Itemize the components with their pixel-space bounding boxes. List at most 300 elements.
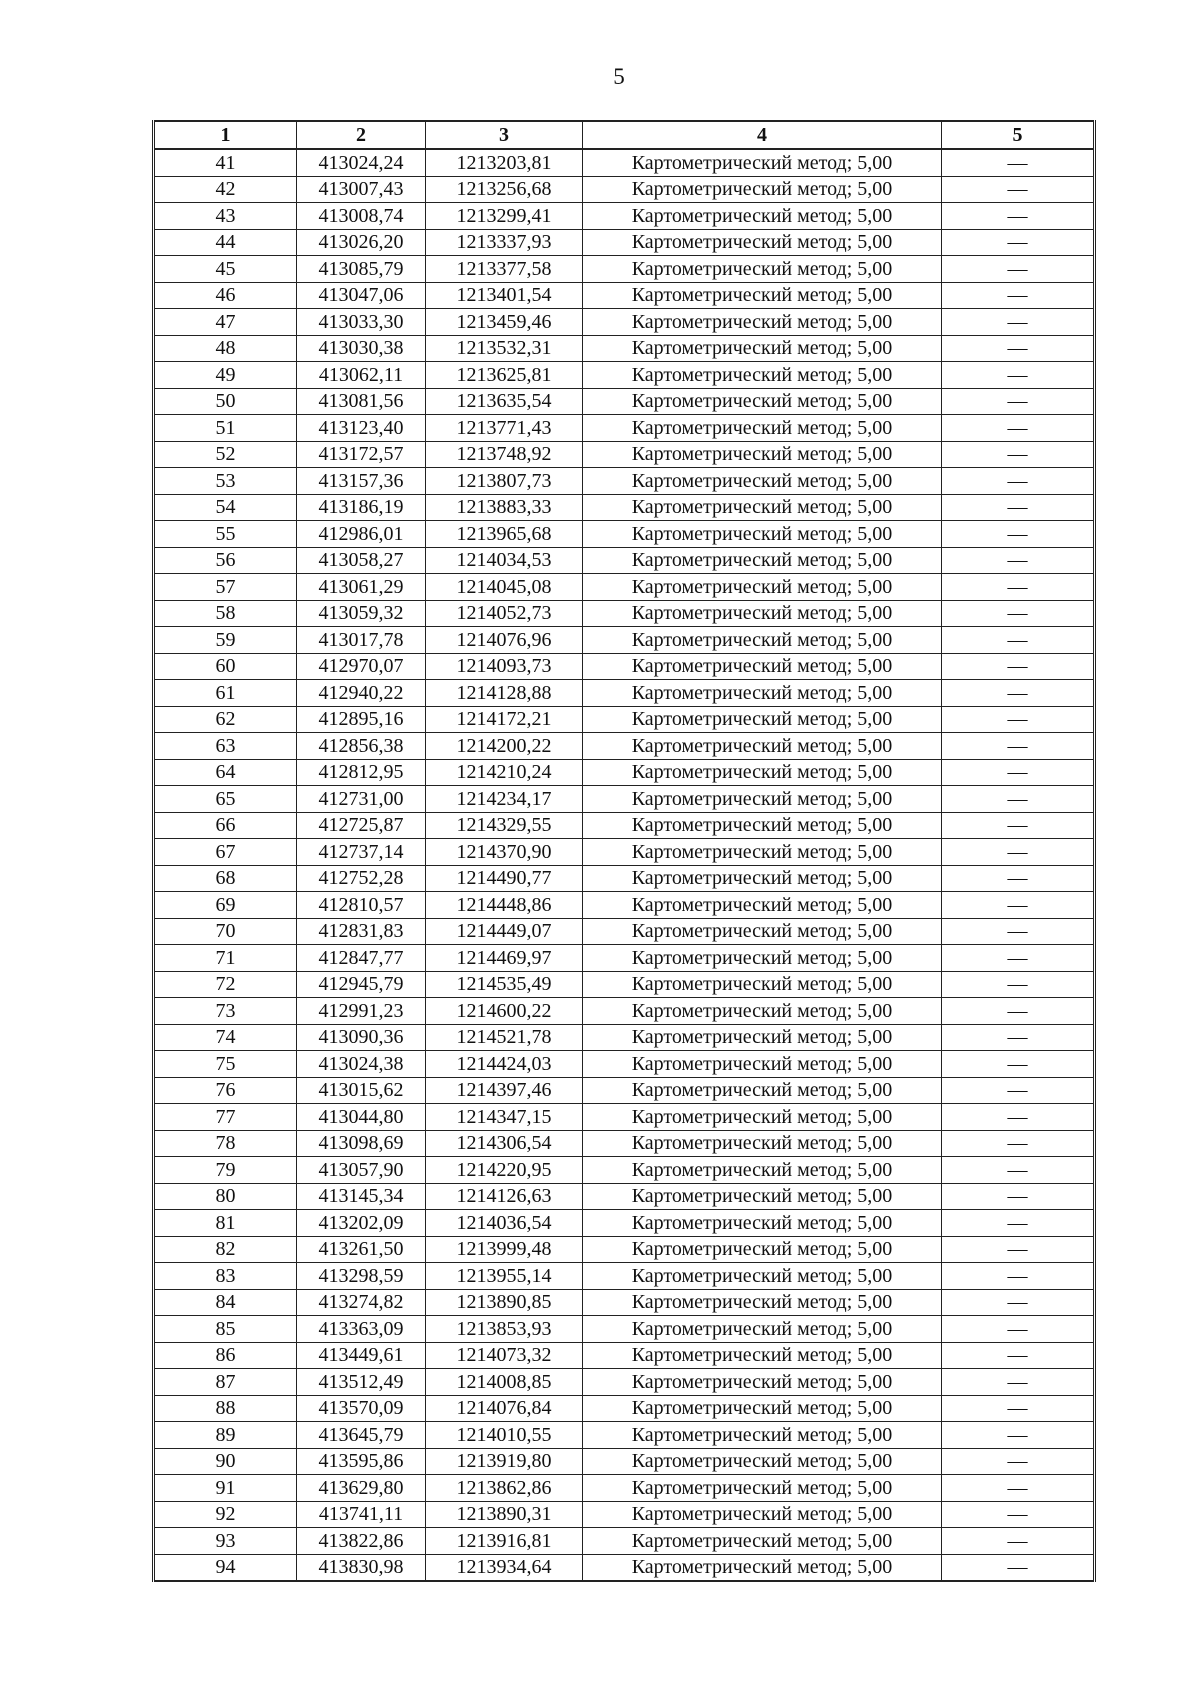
point-number-cell: 85 bbox=[154, 1316, 297, 1343]
note-cell: — bbox=[942, 653, 1095, 680]
point-number-cell: 55 bbox=[154, 521, 297, 548]
table-row bbox=[154, 1554, 1095, 1581]
coordinate-x-cell: 413363,09 bbox=[297, 1316, 426, 1343]
coordinate-x-cell: 413123,40 bbox=[297, 415, 426, 442]
point-number-cell: 58 bbox=[154, 600, 297, 627]
table-row bbox=[154, 839, 1095, 866]
coordinate-x-cell: 413015,62 bbox=[297, 1077, 426, 1104]
note-cell: — bbox=[942, 388, 1095, 415]
coordinate-x-cell: 413202,09 bbox=[297, 1210, 426, 1237]
point-number-cell: 52 bbox=[154, 441, 297, 468]
method-accuracy-cell: Картометрический метод; 5,00 bbox=[583, 574, 942, 601]
note-cell: — bbox=[942, 1104, 1095, 1131]
method-accuracy-cell: Картометрический метод; 5,00 bbox=[583, 627, 942, 654]
method-accuracy-cell: Картометрический метод; 5,00 bbox=[583, 998, 942, 1025]
point-number-cell: 59 bbox=[154, 627, 297, 654]
note-cell: — bbox=[942, 547, 1095, 574]
coordinate-x-cell: 413570,09 bbox=[297, 1395, 426, 1422]
point-number-cell: 81 bbox=[154, 1210, 297, 1237]
coordinate-y-cell: 1214034,53 bbox=[426, 547, 583, 574]
table-row bbox=[154, 1210, 1095, 1237]
header-col-1: 1 bbox=[154, 121, 297, 149]
method-accuracy-cell: Картометрический метод; 5,00 bbox=[583, 812, 942, 839]
coordinate-x-cell: 413186,19 bbox=[297, 494, 426, 521]
coordinate-x-cell: 413261,50 bbox=[297, 1236, 426, 1263]
coordinate-y-cell: 1213890,31 bbox=[426, 1501, 583, 1528]
coordinate-x-cell: 412945,79 bbox=[297, 971, 426, 998]
note-cell: — bbox=[942, 759, 1095, 786]
note-cell: — bbox=[942, 1395, 1095, 1422]
coordinate-x-cell: 413098,69 bbox=[297, 1130, 426, 1157]
table-row bbox=[154, 865, 1095, 892]
point-number-cell: 70 bbox=[154, 918, 297, 945]
note-cell: — bbox=[942, 256, 1095, 283]
method-accuracy-cell: Картометрический метод; 5,00 bbox=[583, 1183, 942, 1210]
point-number-cell: 91 bbox=[154, 1475, 297, 1502]
table-row bbox=[154, 1448, 1095, 1475]
table-row bbox=[154, 680, 1095, 707]
coordinate-x-cell: 412731,00 bbox=[297, 786, 426, 813]
coordinate-y-cell: 1214093,73 bbox=[426, 653, 583, 680]
coordinate-x-cell: 413645,79 bbox=[297, 1422, 426, 1449]
point-number-cell: 88 bbox=[154, 1395, 297, 1422]
point-number-cell: 65 bbox=[154, 786, 297, 813]
method-accuracy-cell: Картометрический метод; 5,00 bbox=[583, 1289, 942, 1316]
point-number-cell: 69 bbox=[154, 892, 297, 919]
coordinate-y-cell: 1213916,81 bbox=[426, 1528, 583, 1555]
coordinate-y-cell: 1213807,73 bbox=[426, 468, 583, 495]
table-row bbox=[154, 256, 1095, 283]
table-row bbox=[154, 1422, 1095, 1449]
point-number-cell: 61 bbox=[154, 680, 297, 707]
point-number-cell: 54 bbox=[154, 494, 297, 521]
table-row bbox=[154, 759, 1095, 786]
coordinates-table bbox=[152, 120, 1096, 1582]
header-col-3: 3 bbox=[426, 121, 583, 149]
coordinate-y-cell: 1214076,84 bbox=[426, 1395, 583, 1422]
method-accuracy-cell: Картометрический метод; 5,00 bbox=[583, 1448, 942, 1475]
coordinate-x-cell: 413058,27 bbox=[297, 547, 426, 574]
table-row bbox=[154, 1077, 1095, 1104]
method-accuracy-cell: Картометрический метод; 5,00 bbox=[583, 1051, 942, 1078]
point-number-cell: 45 bbox=[154, 256, 297, 283]
table-row bbox=[154, 1342, 1095, 1369]
coordinate-x-cell: 413024,38 bbox=[297, 1051, 426, 1078]
coordinate-y-cell: 1213853,93 bbox=[426, 1316, 583, 1343]
point-number-cell: 89 bbox=[154, 1422, 297, 1449]
method-accuracy-cell: Картометрический метод; 5,00 bbox=[583, 229, 942, 256]
point-number-cell: 47 bbox=[154, 309, 297, 336]
table-row bbox=[154, 812, 1095, 839]
point-number-cell: 87 bbox=[154, 1369, 297, 1396]
note-cell: — bbox=[942, 1528, 1095, 1555]
table-row bbox=[154, 1395, 1095, 1422]
method-accuracy-cell: Картометрический метод; 5,00 bbox=[583, 918, 942, 945]
point-number-cell: 62 bbox=[154, 706, 297, 733]
coordinate-y-cell: 1214052,73 bbox=[426, 600, 583, 627]
coordinate-x-cell: 413059,32 bbox=[297, 600, 426, 627]
coordinate-y-cell: 1214234,17 bbox=[426, 786, 583, 813]
table-row bbox=[154, 176, 1095, 203]
method-accuracy-cell: Картометрический метод; 5,00 bbox=[583, 839, 942, 866]
coordinate-y-cell: 1213999,48 bbox=[426, 1236, 583, 1263]
coordinate-y-cell: 1213299,41 bbox=[426, 203, 583, 230]
coordinate-x-cell: 413062,11 bbox=[297, 362, 426, 389]
method-accuracy-cell: Картометрический метод; 5,00 bbox=[583, 1342, 942, 1369]
coordinate-y-cell: 1213934,64 bbox=[426, 1554, 583, 1581]
method-accuracy-cell: Картометрический метод; 5,00 bbox=[583, 786, 942, 813]
coordinate-x-cell: 413090,36 bbox=[297, 1024, 426, 1051]
note-cell: — bbox=[942, 1263, 1095, 1290]
method-accuracy-cell: Картометрический метод; 5,00 bbox=[583, 865, 942, 892]
method-accuracy-cell: Картометрический метод; 5,00 bbox=[583, 1316, 942, 1343]
note-cell: — bbox=[942, 494, 1095, 521]
table-row bbox=[154, 494, 1095, 521]
coordinate-y-cell: 1213625,81 bbox=[426, 362, 583, 389]
note-cell: — bbox=[942, 1024, 1095, 1051]
table-row bbox=[154, 203, 1095, 230]
note-cell: — bbox=[942, 1183, 1095, 1210]
coordinate-x-cell: 413822,86 bbox=[297, 1528, 426, 1555]
table-row bbox=[154, 282, 1095, 309]
method-accuracy-cell: Картометрический метод; 5,00 bbox=[583, 1130, 942, 1157]
note-cell: — bbox=[942, 1369, 1095, 1396]
note-cell: — bbox=[942, 786, 1095, 813]
note-cell: — bbox=[942, 468, 1095, 495]
coordinate-y-cell: 1213377,58 bbox=[426, 256, 583, 283]
note-cell: — bbox=[942, 971, 1095, 998]
coordinate-x-cell: 413033,30 bbox=[297, 309, 426, 336]
method-accuracy-cell: Картометрический метод; 5,00 bbox=[583, 149, 942, 176]
coordinate-x-cell: 412991,23 bbox=[297, 998, 426, 1025]
table-row bbox=[154, 468, 1095, 495]
coordinate-x-cell: 413017,78 bbox=[297, 627, 426, 654]
table-row bbox=[154, 1475, 1095, 1502]
point-number-cell: 46 bbox=[154, 282, 297, 309]
coordinate-y-cell: 1214469,97 bbox=[426, 945, 583, 972]
point-number-cell: 56 bbox=[154, 547, 297, 574]
table-header-row bbox=[154, 121, 1095, 149]
coordinate-x-cell: 413047,06 bbox=[297, 282, 426, 309]
table-row bbox=[154, 706, 1095, 733]
table-row bbox=[154, 388, 1095, 415]
point-number-cell: 83 bbox=[154, 1263, 297, 1290]
point-number-cell: 94 bbox=[154, 1554, 297, 1581]
coordinate-y-cell: 1214045,08 bbox=[426, 574, 583, 601]
table-row bbox=[154, 1183, 1095, 1210]
point-number-cell: 74 bbox=[154, 1024, 297, 1051]
table-row bbox=[154, 574, 1095, 601]
coordinate-y-cell: 1214010,55 bbox=[426, 1422, 583, 1449]
table-row bbox=[154, 733, 1095, 760]
header-col-2: 2 bbox=[297, 121, 426, 149]
coordinate-y-cell: 1213337,93 bbox=[426, 229, 583, 256]
method-accuracy-cell: Картометрический метод; 5,00 bbox=[583, 1528, 942, 1555]
note-cell: — bbox=[942, 600, 1095, 627]
point-number-cell: 75 bbox=[154, 1051, 297, 1078]
coordinate-y-cell: 1214073,32 bbox=[426, 1342, 583, 1369]
method-accuracy-cell: Картометрический метод; 5,00 bbox=[583, 176, 942, 203]
header-col-5: 5 bbox=[942, 121, 1095, 149]
header-col-4: 4 bbox=[583, 121, 942, 149]
note-cell: — bbox=[942, 415, 1095, 442]
method-accuracy-cell: Картометрический метод; 5,00 bbox=[583, 653, 942, 680]
table-row bbox=[154, 547, 1095, 574]
note-cell: — bbox=[942, 1289, 1095, 1316]
point-number-cell: 72 bbox=[154, 971, 297, 998]
note-cell: — bbox=[942, 892, 1095, 919]
coordinate-y-cell: 1213955,14 bbox=[426, 1263, 583, 1290]
coordinate-y-cell: 1214347,15 bbox=[426, 1104, 583, 1131]
method-accuracy-cell: Картометрический метод; 5,00 bbox=[583, 1210, 942, 1237]
note-cell: — bbox=[942, 839, 1095, 866]
coordinate-x-cell: 413044,80 bbox=[297, 1104, 426, 1131]
table-row bbox=[154, 786, 1095, 813]
method-accuracy-cell: Картометрический метод; 5,00 bbox=[583, 494, 942, 521]
coordinate-y-cell: 1214128,88 bbox=[426, 680, 583, 707]
point-number-cell: 82 bbox=[154, 1236, 297, 1263]
point-number-cell: 78 bbox=[154, 1130, 297, 1157]
coordinate-x-cell: 413830,98 bbox=[297, 1554, 426, 1581]
coordinate-y-cell: 1213203,81 bbox=[426, 149, 583, 176]
method-accuracy-cell: Картометрический метод; 5,00 bbox=[583, 1422, 942, 1449]
table-row bbox=[154, 415, 1095, 442]
note-cell: — bbox=[942, 521, 1095, 548]
note-cell: — bbox=[942, 1475, 1095, 1502]
coordinate-x-cell: 413026,20 bbox=[297, 229, 426, 256]
coordinate-x-cell: 413298,59 bbox=[297, 1263, 426, 1290]
coordinate-x-cell: 413085,79 bbox=[297, 256, 426, 283]
table-row bbox=[154, 441, 1095, 468]
coordinate-y-cell: 1214126,63 bbox=[426, 1183, 583, 1210]
coordinate-y-cell: 1214448,86 bbox=[426, 892, 583, 919]
note-cell: — bbox=[942, 229, 1095, 256]
method-accuracy-cell: Картометрический метод; 5,00 bbox=[583, 971, 942, 998]
method-accuracy-cell: Картометрический метод; 5,00 bbox=[583, 282, 942, 309]
coordinate-y-cell: 1213771,43 bbox=[426, 415, 583, 442]
table-row bbox=[154, 149, 1095, 176]
note-cell: — bbox=[942, 1051, 1095, 1078]
table-body bbox=[154, 149, 1095, 1581]
table-row bbox=[154, 1236, 1095, 1263]
method-accuracy-cell: Картометрический метод; 5,00 bbox=[583, 1475, 942, 1502]
table-row bbox=[154, 1157, 1095, 1184]
method-accuracy-cell: Картометрический метод; 5,00 bbox=[583, 441, 942, 468]
point-number-cell: 76 bbox=[154, 1077, 297, 1104]
coordinate-y-cell: 1213635,54 bbox=[426, 388, 583, 415]
coordinate-y-cell: 1213401,54 bbox=[426, 282, 583, 309]
point-number-cell: 48 bbox=[154, 335, 297, 362]
table-row bbox=[154, 627, 1095, 654]
method-accuracy-cell: Картометрический метод; 5,00 bbox=[583, 1157, 942, 1184]
method-accuracy-cell: Картометрический метод; 5,00 bbox=[583, 256, 942, 283]
coordinate-y-cell: 1214535,49 bbox=[426, 971, 583, 998]
coordinate-x-cell: 413061,29 bbox=[297, 574, 426, 601]
table-row bbox=[154, 229, 1095, 256]
coordinate-x-cell: 412986,01 bbox=[297, 521, 426, 548]
note-cell: — bbox=[942, 1448, 1095, 1475]
coordinate-y-cell: 1214424,03 bbox=[426, 1051, 583, 1078]
coordinate-y-cell: 1214397,46 bbox=[426, 1077, 583, 1104]
coordinate-x-cell: 412725,87 bbox=[297, 812, 426, 839]
coordinate-x-cell: 412895,16 bbox=[297, 706, 426, 733]
coordinate-x-cell: 413512,49 bbox=[297, 1369, 426, 1396]
coordinate-y-cell: 1214329,55 bbox=[426, 812, 583, 839]
point-number-cell: 53 bbox=[154, 468, 297, 495]
point-number-cell: 60 bbox=[154, 653, 297, 680]
point-number-cell: 67 bbox=[154, 839, 297, 866]
point-number-cell: 42 bbox=[154, 176, 297, 203]
coordinate-y-cell: 1214600,22 bbox=[426, 998, 583, 1025]
method-accuracy-cell: Картометрический метод; 5,00 bbox=[583, 1024, 942, 1051]
method-accuracy-cell: Картометрический метод; 5,00 bbox=[583, 1554, 942, 1581]
method-accuracy-cell: Картометрический метод; 5,00 bbox=[583, 1263, 942, 1290]
note-cell: — bbox=[942, 1342, 1095, 1369]
point-number-cell: 84 bbox=[154, 1289, 297, 1316]
method-accuracy-cell: Картометрический метод; 5,00 bbox=[583, 335, 942, 362]
note-cell: — bbox=[942, 998, 1095, 1025]
point-number-cell: 92 bbox=[154, 1501, 297, 1528]
method-accuracy-cell: Картометрический метод; 5,00 bbox=[583, 415, 942, 442]
point-number-cell: 80 bbox=[154, 1183, 297, 1210]
table-row bbox=[154, 1369, 1095, 1396]
note-cell: — bbox=[942, 335, 1095, 362]
coordinate-y-cell: 1213459,46 bbox=[426, 309, 583, 336]
coordinate-y-cell: 1214076,96 bbox=[426, 627, 583, 654]
point-number-cell: 64 bbox=[154, 759, 297, 786]
note-cell: — bbox=[942, 176, 1095, 203]
point-number-cell: 41 bbox=[154, 149, 297, 176]
table-row bbox=[154, 1024, 1095, 1051]
note-cell: — bbox=[942, 918, 1095, 945]
coordinate-y-cell: 1214449,07 bbox=[426, 918, 583, 945]
coordinate-x-cell: 413024,24 bbox=[297, 149, 426, 176]
note-cell: — bbox=[942, 1554, 1095, 1581]
coordinate-y-cell: 1214490,77 bbox=[426, 865, 583, 892]
method-accuracy-cell: Картометрический метод; 5,00 bbox=[583, 1104, 942, 1131]
coordinate-y-cell: 1214172,21 bbox=[426, 706, 583, 733]
table-row bbox=[154, 1289, 1095, 1316]
method-accuracy-cell: Картометрический метод; 5,00 bbox=[583, 1395, 942, 1422]
coordinate-x-cell: 412752,28 bbox=[297, 865, 426, 892]
coordinate-y-cell: 1213532,31 bbox=[426, 335, 583, 362]
method-accuracy-cell: Картометрический метод; 5,00 bbox=[583, 1077, 942, 1104]
coordinate-y-cell: 1214370,90 bbox=[426, 839, 583, 866]
coordinate-x-cell: 413007,43 bbox=[297, 176, 426, 203]
coordinate-x-cell: 413595,86 bbox=[297, 1448, 426, 1475]
coordinate-x-cell: 413081,56 bbox=[297, 388, 426, 415]
coordinate-x-cell: 413157,36 bbox=[297, 468, 426, 495]
method-accuracy-cell: Картометрический метод; 5,00 bbox=[583, 892, 942, 919]
table-row bbox=[154, 600, 1095, 627]
coordinate-x-cell: 412940,22 bbox=[297, 680, 426, 707]
coordinate-x-cell: 413629,80 bbox=[297, 1475, 426, 1502]
table-row bbox=[154, 1104, 1095, 1131]
method-accuracy-cell: Картометрический метод; 5,00 bbox=[583, 309, 942, 336]
point-number-cell: 43 bbox=[154, 203, 297, 230]
point-number-cell: 57 bbox=[154, 574, 297, 601]
method-accuracy-cell: Картометрический метод; 5,00 bbox=[583, 521, 942, 548]
method-accuracy-cell: Картометрический метод; 5,00 bbox=[583, 1369, 942, 1396]
note-cell: — bbox=[942, 1422, 1095, 1449]
table-row bbox=[154, 998, 1095, 1025]
table-row bbox=[154, 653, 1095, 680]
coordinate-y-cell: 1214008,85 bbox=[426, 1369, 583, 1396]
coordinate-x-cell: 413449,61 bbox=[297, 1342, 426, 1369]
note-cell: — bbox=[942, 149, 1095, 176]
coordinate-y-cell: 1214210,24 bbox=[426, 759, 583, 786]
coordinate-x-cell: 413172,57 bbox=[297, 441, 426, 468]
coordinate-x-cell: 413145,34 bbox=[297, 1183, 426, 1210]
method-accuracy-cell: Картометрический метод; 5,00 bbox=[583, 468, 942, 495]
coordinate-x-cell: 412737,14 bbox=[297, 839, 426, 866]
method-accuracy-cell: Картометрический метод; 5,00 bbox=[583, 1236, 942, 1263]
note-cell: — bbox=[942, 309, 1095, 336]
coordinate-x-cell: 412810,57 bbox=[297, 892, 426, 919]
note-cell: — bbox=[942, 1210, 1095, 1237]
coordinate-x-cell: 413741,11 bbox=[297, 1501, 426, 1528]
table-row bbox=[154, 892, 1095, 919]
point-number-cell: 90 bbox=[154, 1448, 297, 1475]
method-accuracy-cell: Картометрический метод; 5,00 bbox=[583, 759, 942, 786]
note-cell: — bbox=[942, 680, 1095, 707]
table-row bbox=[154, 1130, 1095, 1157]
coordinate-y-cell: 1213862,86 bbox=[426, 1475, 583, 1502]
table-row bbox=[154, 1263, 1095, 1290]
table-row bbox=[154, 918, 1095, 945]
note-cell: — bbox=[942, 812, 1095, 839]
method-accuracy-cell: Картометрический метод; 5,00 bbox=[583, 600, 942, 627]
coordinate-x-cell: 413057,90 bbox=[297, 1157, 426, 1184]
coordinate-x-cell: 412970,07 bbox=[297, 653, 426, 680]
method-accuracy-cell: Картометрический метод; 5,00 bbox=[583, 680, 942, 707]
method-accuracy-cell: Картометрический метод; 5,00 bbox=[583, 1501, 942, 1528]
point-number-cell: 49 bbox=[154, 362, 297, 389]
note-cell: — bbox=[942, 945, 1095, 972]
note-cell: — bbox=[942, 203, 1095, 230]
coordinate-x-cell: 412831,83 bbox=[297, 918, 426, 945]
method-accuracy-cell: Картометрический метод; 5,00 bbox=[583, 362, 942, 389]
note-cell: — bbox=[942, 362, 1095, 389]
note-cell: — bbox=[942, 1130, 1095, 1157]
table-row bbox=[154, 335, 1095, 362]
method-accuracy-cell: Картометрический метод; 5,00 bbox=[583, 733, 942, 760]
point-number-cell: 44 bbox=[154, 229, 297, 256]
table-row bbox=[154, 1501, 1095, 1528]
coordinate-x-cell: 412856,38 bbox=[297, 733, 426, 760]
coordinate-y-cell: 1214200,22 bbox=[426, 733, 583, 760]
note-cell: — bbox=[942, 1316, 1095, 1343]
point-number-cell: 93 bbox=[154, 1528, 297, 1555]
coordinate-x-cell: 412847,77 bbox=[297, 945, 426, 972]
point-number-cell: 66 bbox=[154, 812, 297, 839]
point-number-cell: 79 bbox=[154, 1157, 297, 1184]
note-cell: — bbox=[942, 706, 1095, 733]
table-row bbox=[154, 521, 1095, 548]
table-row bbox=[154, 1051, 1095, 1078]
point-number-cell: 63 bbox=[154, 733, 297, 760]
coordinate-y-cell: 1213256,68 bbox=[426, 176, 583, 203]
note-cell: — bbox=[942, 1501, 1095, 1528]
coordinate-y-cell: 1213883,33 bbox=[426, 494, 583, 521]
note-cell: — bbox=[942, 1157, 1095, 1184]
table-row bbox=[154, 309, 1095, 336]
method-accuracy-cell: Картометрический метод; 5,00 bbox=[583, 706, 942, 733]
note-cell: — bbox=[942, 1236, 1095, 1263]
coordinate-y-cell: 1213890,85 bbox=[426, 1289, 583, 1316]
table-row bbox=[154, 1316, 1095, 1343]
point-number-cell: 73 bbox=[154, 998, 297, 1025]
